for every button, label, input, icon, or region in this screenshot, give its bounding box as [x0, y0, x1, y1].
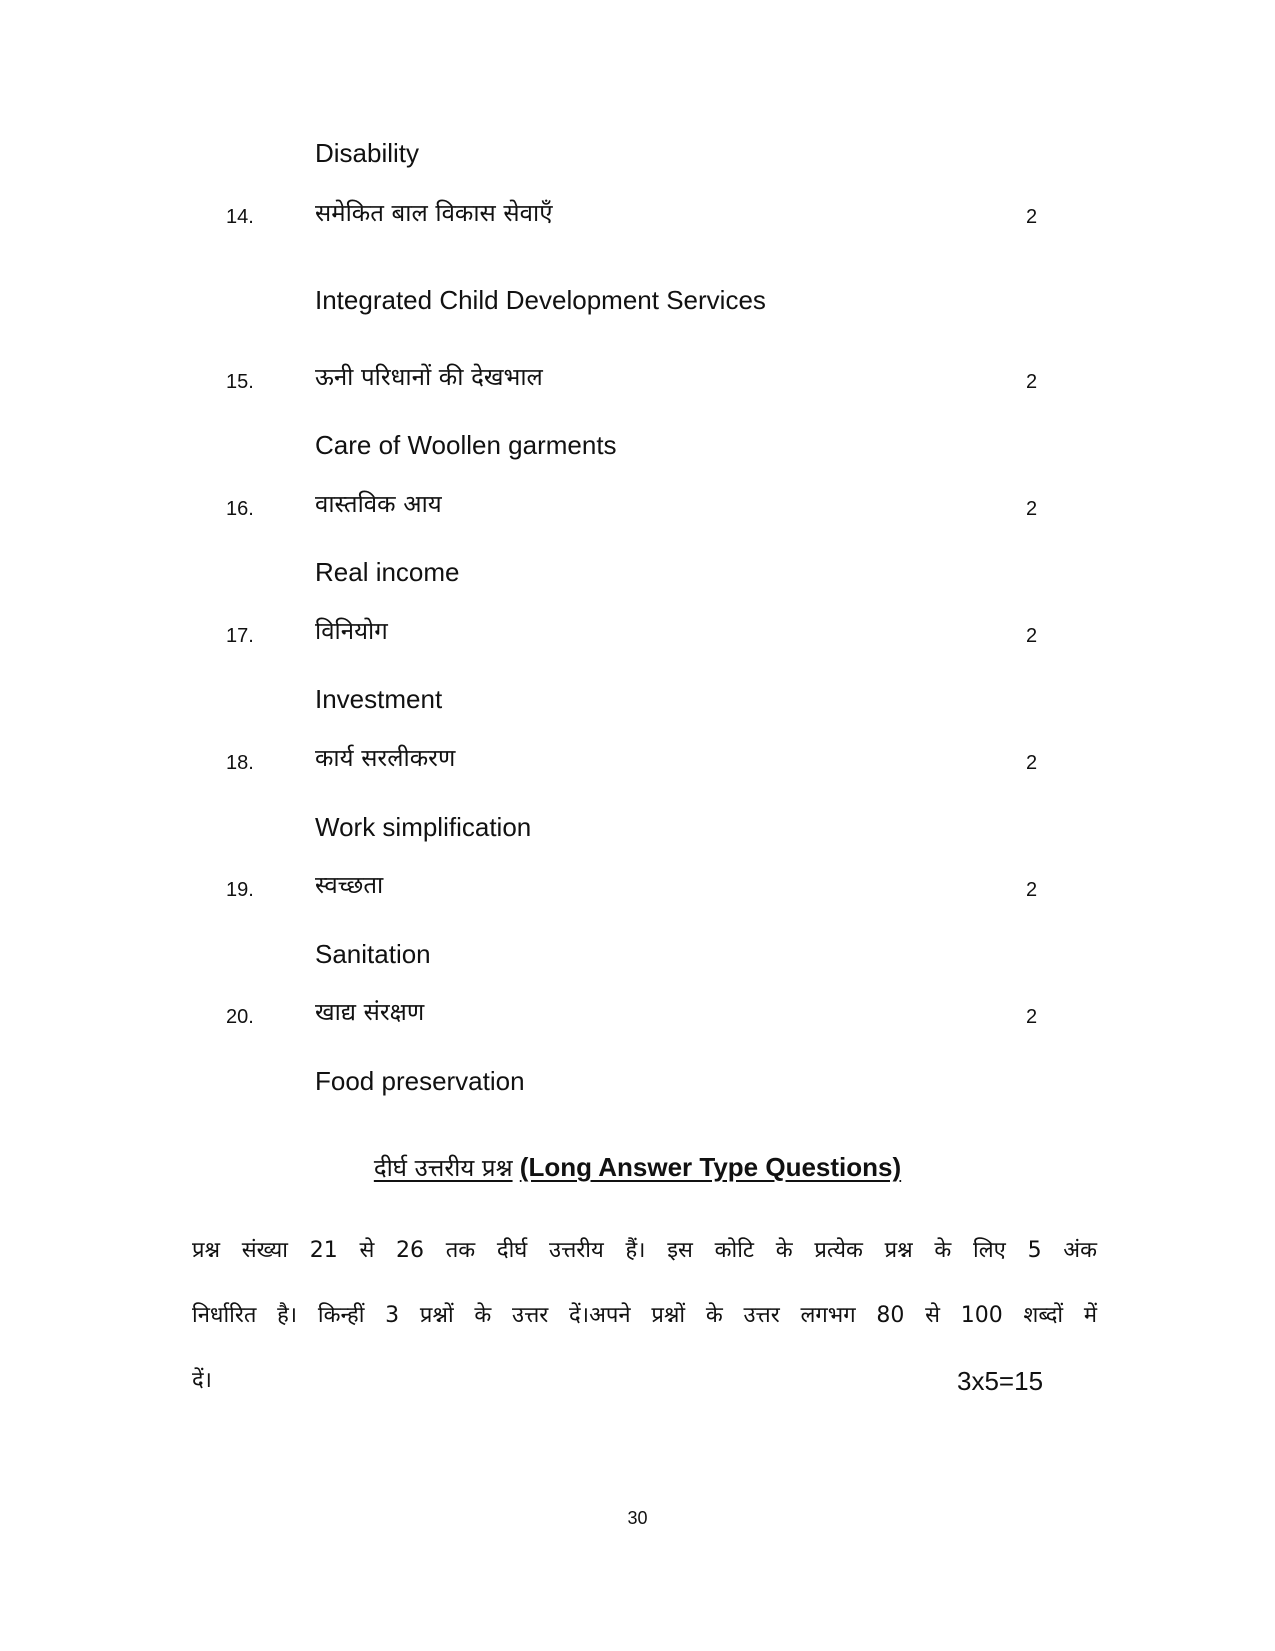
instruction-line-2: निर्धारित है। किन्हीं 3 प्रश्नों के उत्तर दें।अपने प्रश्नों के उत्तर लगभग 80 से 100 शब्दों में	[192, 1303, 1097, 1328]
question-english: Real income	[315, 557, 460, 587]
question-marks: 2	[1026, 879, 1038, 901]
question-marks: 2	[1026, 752, 1038, 774]
instruction-line-1: प्रश्न संख्या 21 से 26 तक दीर्घ उत्तरीय हैं। इस कोटि के प्रत्येक प्रश्न के लिए 5 अंक	[192, 1238, 1097, 1263]
page-number: 30	[627, 1508, 648, 1528]
question-hindi: खाद्य संरक्षण	[315, 998, 425, 1026]
question-english: Care of Woollen garments	[315, 430, 617, 460]
question-english: Work simplification	[315, 812, 532, 842]
question-number: 17.	[226, 625, 254, 647]
question-hindi: समेकित बाल विकास सेवाएँ	[315, 199, 553, 227]
question-english: Investment	[315, 684, 443, 714]
question-number: 20.	[226, 1006, 254, 1028]
question-marks: 2	[1026, 498, 1038, 520]
question-marks: 2	[1026, 1006, 1038, 1028]
total-marks: 3x5=15	[957, 1366, 1044, 1396]
question-number: 16.	[226, 498, 254, 520]
instruction-line-3: दें।	[192, 1368, 213, 1393]
section-heading-hindi: दीर्घ उत्तरीय प्रश्न	[373, 1154, 513, 1182]
question-number: 15.	[226, 371, 254, 393]
question-english: Integrated Child Development Services	[315, 285, 766, 315]
section-heading-english: (Long Answer Type Questions)	[519, 1152, 902, 1182]
question-number: 19.	[226, 879, 254, 901]
question-marks: 2	[1026, 625, 1038, 647]
question-hindi: ऊनी परिधानों की देखभाल	[315, 363, 543, 391]
carry-over-english: Disability	[315, 138, 420, 168]
question-hindi: वास्तविक आय	[315, 490, 442, 518]
question-english: Sanitation	[315, 939, 431, 969]
question-hindi: कार्य सरलीकरण	[315, 744, 456, 772]
question-number: 14.	[226, 206, 254, 228]
section-heading	[0, 1150, 1275, 1185]
question-english: Food preservation	[315, 1066, 525, 1096]
question-hindi: स्वच्छता	[315, 871, 384, 899]
question-number: 18.	[226, 752, 254, 774]
question-marks: 2	[1026, 206, 1038, 228]
question-marks: 2	[1026, 371, 1038, 393]
question-hindi: विनियोग	[315, 617, 388, 645]
